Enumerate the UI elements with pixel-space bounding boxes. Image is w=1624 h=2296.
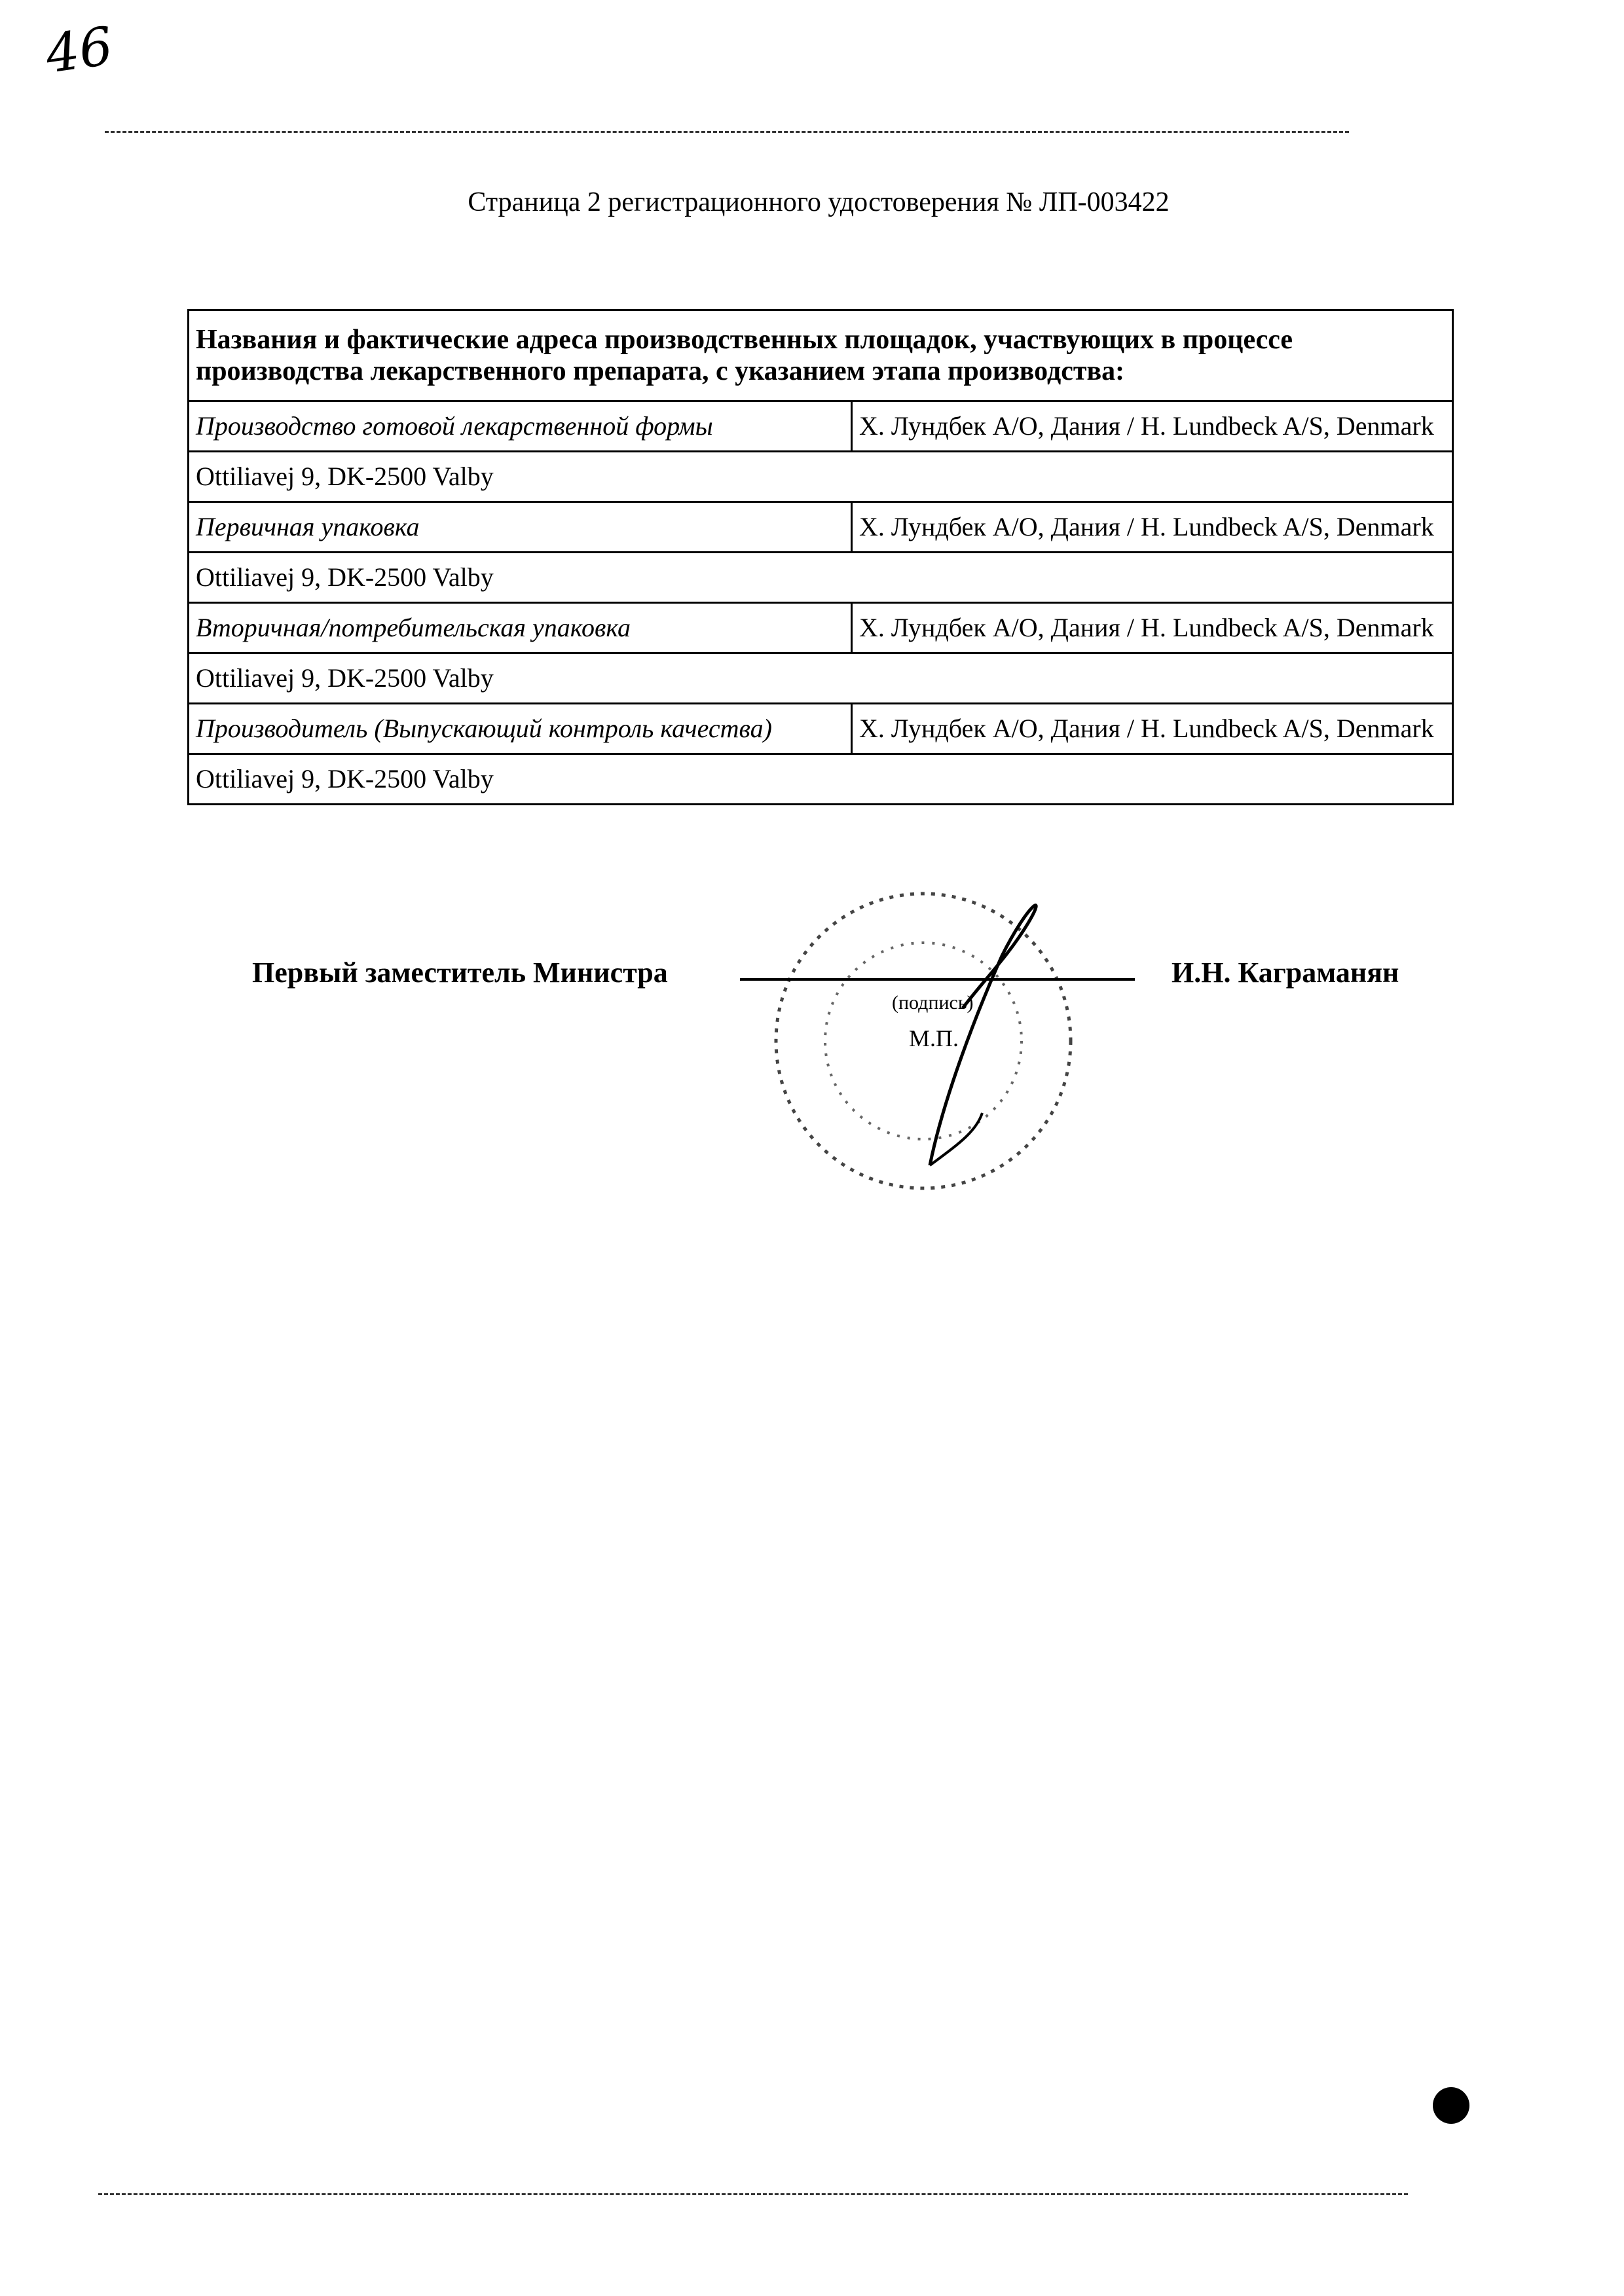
site-cell: Х. Лундбек А/О, Дания / H. Lundbeck A/S, Denmark	[852, 704, 1453, 754]
signature-caption: (подпись)	[892, 992, 974, 1013]
table-header: Названия и фактические адреса производственных площадок, участвующих в процессе производства лекарственного препарата, с указанием этапа производства:	[189, 310, 1453, 401]
site-cell: Х. Лундбек А/О, Дания / H. Lundbeck A/S, Denmark	[852, 502, 1453, 553]
table-row	[189, 452, 1453, 502]
handwritten-page-number: 46	[42, 15, 117, 85]
address-cell: Ottiliavej 9, DK-2500 Valby	[189, 754, 1453, 805]
scan-border-top	[105, 131, 1349, 133]
stage-cell: Первичная упаковка	[189, 502, 852, 553]
table-row	[189, 553, 1453, 603]
table-row	[189, 502, 1453, 553]
table-row	[189, 401, 1453, 452]
address-cell: Ottiliavej 9, DK-2500 Valby	[189, 452, 1453, 502]
signatory-position: Первый заместитель Министра	[252, 957, 668, 989]
scan-border-bottom	[98, 2193, 1408, 2195]
table-row	[189, 704, 1453, 754]
table-row	[189, 603, 1453, 653]
table-header-row	[189, 310, 1453, 401]
table-row	[189, 754, 1453, 805]
site-cell: Х. Лундбек А/О, Дания / H. Lundbeck A/S, Denmark	[852, 401, 1453, 452]
address-cell: Ottiliavej 9, DK-2500 Valby	[189, 653, 1453, 704]
table-row	[189, 653, 1453, 704]
stage-cell: Производство готовой лекарственной формы	[189, 401, 852, 452]
stage-cell: Производитель (Выпускающий контроль качества)	[189, 704, 852, 754]
stage-cell: Вторичная/потребительская упаковка	[189, 603, 852, 653]
address-cell: Ottiliavej 9, DK-2500 Valby	[189, 553, 1453, 603]
site-cell: Х. Лундбек А/О, Дания / H. Lundbeck A/S, Denmark	[852, 603, 1453, 653]
hole-punch-mark	[1433, 2087, 1469, 2124]
handwritten-signature-stroke	[930, 1113, 982, 1165]
production-sites-table	[187, 309, 1454, 805]
page-title: Страница 2 регистрационного удостоверения № ЛП-003422	[468, 187, 1170, 217]
signature-line	[740, 978, 1135, 981]
stamp-place-label: М.П.	[909, 1025, 959, 1051]
signatory-name: И.Н. Каграманян	[1172, 957, 1399, 989]
